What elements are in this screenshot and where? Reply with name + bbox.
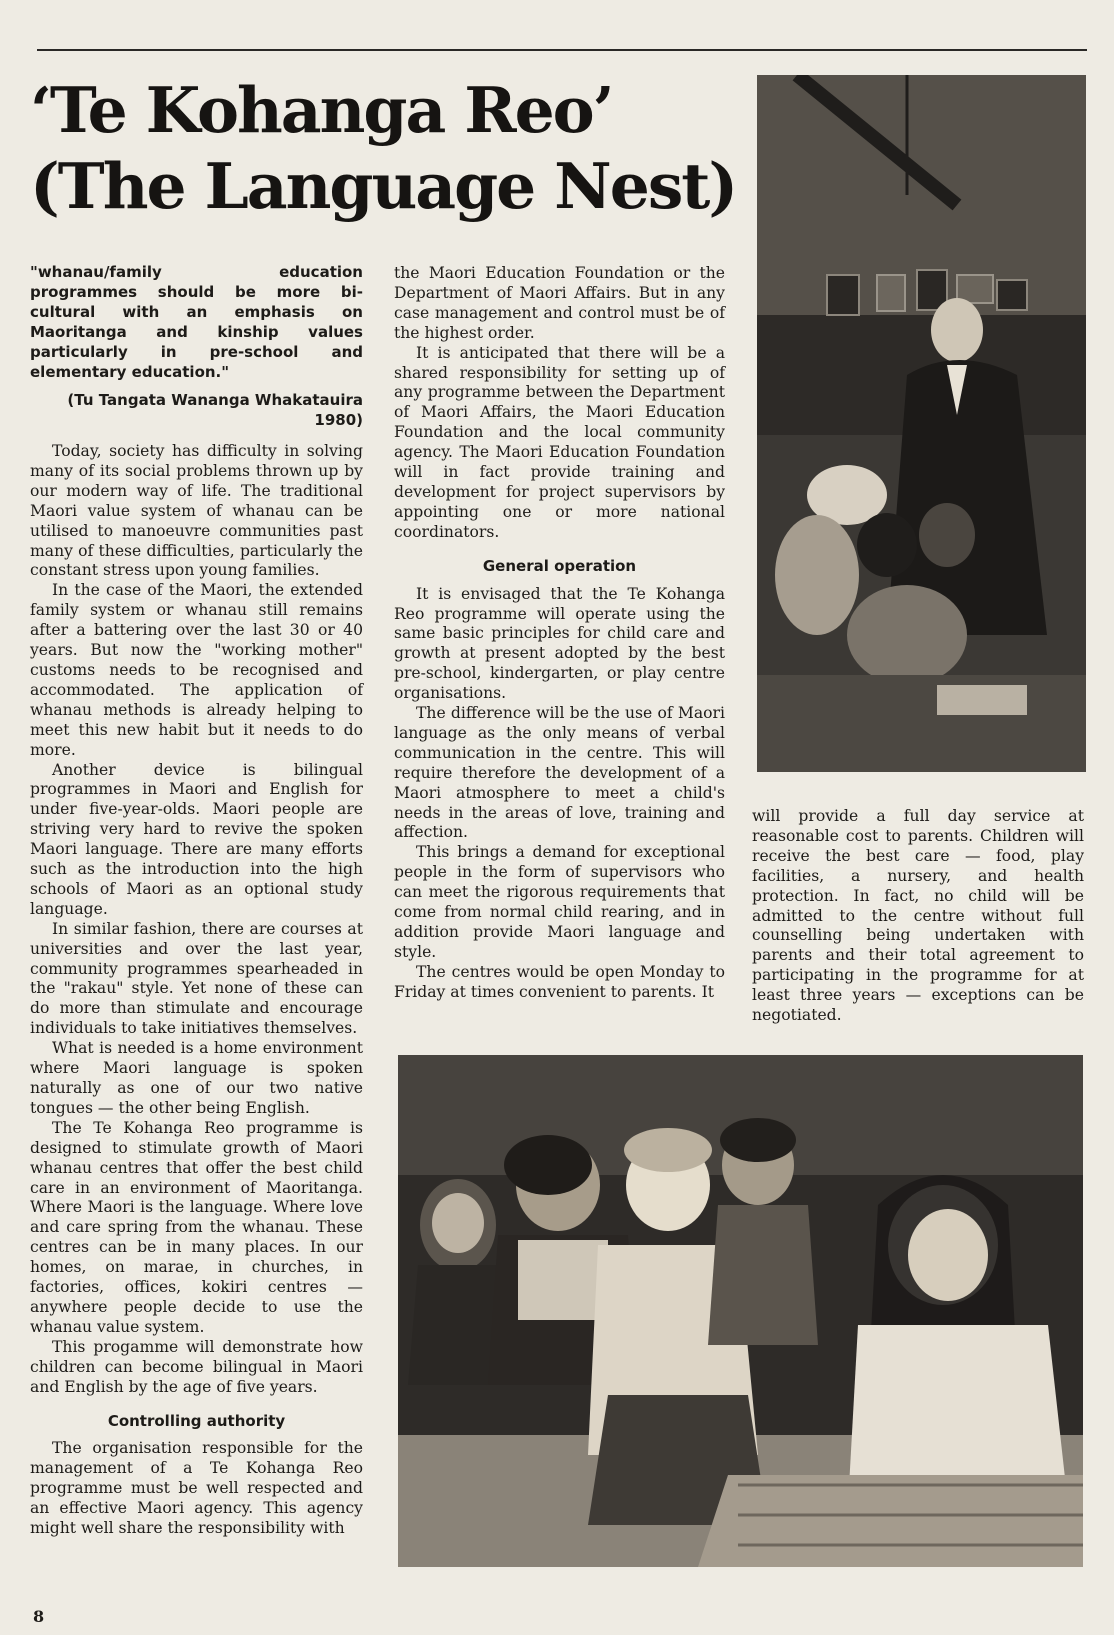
paragraph: Today, society has difficulty in solving many of its social problems thrown up by our modern way of life. The traditional Maori value system of whanau can be utilised to manoeuvre communities past many of these difficulties, particularly the constant stress upon young families. [30,442,363,580]
column-1 [30,262,363,1539]
column-3 [752,807,1084,1026]
paragraph: The Te Kohanga Reo programme is designed to stimulate growth of Maori whanau centres that offer the best child care in an environment of Maoritanga. Where Maori is the language. Where love and care spring from the whanau. These centres can be in many places. In our homes, on marae, in churches, in factories, offices, kokiri centres — anywhere people decide to use the whanau value system. [30,1118,363,1336]
attribution-line-1: (Tu Tangata Wananga Whakatauira [67,391,363,409]
subheading-controlling-authority: Controlling authority [107,1411,286,1430]
paragraph: It is envisaged that the Te Kohanga Reo programme will operate using the same basic principles for child care and growth at present adopted by the best pre-school, kindergarten, or play centre organisations. [394,584,725,703]
page-number: 8 [33,1607,45,1626]
quote-attribution [30,390,363,430]
paragraph: This progamme will demonstrate how children can become bilingual in Maori and English by the age of five years. [30,1337,363,1396]
paragraph: In similar fashion, there are courses at universities and over the last year, community programmes spearheaded in the "rakau" style. Yet none of these can do more than stimulate and encourage individuals to take initiatives themselves. [30,919,363,1038]
paragraph: In the case of the Maori, the extended family system or whanau still remains after a battering over the last 30 or 40 years. But now the "working mother" customs needs to be recognised and accommodated. The application of whanau methods is already helping to meet this new habit but it needs to do more. [30,581,363,759]
paragraph: What is needed is a home environment where Maori language is spoken naturally as one of our two native tongues — the other being English. [30,1039,363,1117]
paragraph: Another device is bilingual programmes in Maori and English for under five-year-olds. Maori people are striving very hard to revive the spoken Maori language. There are many efforts such as the introduction into the high schools of Maori as an optional study language. [30,760,363,918]
subheading-general-operation: General operation [482,556,637,575]
article-title [30,72,737,224]
paragraph: This brings a demand for exceptional people in the form of supervisors who can meet the rigorous requirements that come from normal child rearing, and in addition provide Maori language and style. [394,843,725,961]
paragraph: the Maori Education Foundation or the Department of Maori Affairs. But in any case management and control must be of the highest order. [394,264,725,342]
title-line-1: ‘Te Kohanga Reo’ [30,73,613,147]
title-line-2: (The Language Nest) [30,149,737,223]
top-rule [37,49,1087,51]
column-1-body [30,442,363,1398]
paragraph: The organisation responsible for the management of a Te Kohanga Reo programme must be well respected and an effective Maori agency. This agency might well share the responsibility with [30,1439,363,1538]
paragraph: will provide a full day service at reasonable cost to parents. Children will receive the best care — food, play facilities, a nursery, and health protection. In fact, no child will be admitted to the centre without full counselling being undertaken with parents and their total agreement to participating in the programme for at least three years — exceptions can be negotiated. [752,807,1084,1025]
photo-children-group [398,1055,1083,1567]
pull-quote: "whanau/family education programmes should be more bi-cultural with an emphasis on Maoritanga and kinship values particularly in pre-school and elementary education." [30,263,363,381]
column-2 [394,264,725,1003]
paragraph: The difference will be the use of Maori language as the only means of verbal communication in the centre. This will require therefore the development of a Maori atmosphere to meet a child's needs in the areas of love, training and affection. [394,704,725,842]
photo-man-with-children [757,75,1086,772]
paragraph: The centres would be open Monday to Friday at times convenient to parents. It [394,962,725,1001]
photo-illustration [757,75,1086,772]
photo-illustration [398,1055,1083,1567]
paragraph: It is anticipated that there will be a shared responsibility for setting up of any programme between the Department of Maori Affairs, the Maori Education Foundation and the local community agency. The Maori Education Foundation will in fact provide training and development for project supervisors by appointing one or more national coordinators. [394,343,725,541]
attribution-line-2: 1980) [314,411,363,429]
